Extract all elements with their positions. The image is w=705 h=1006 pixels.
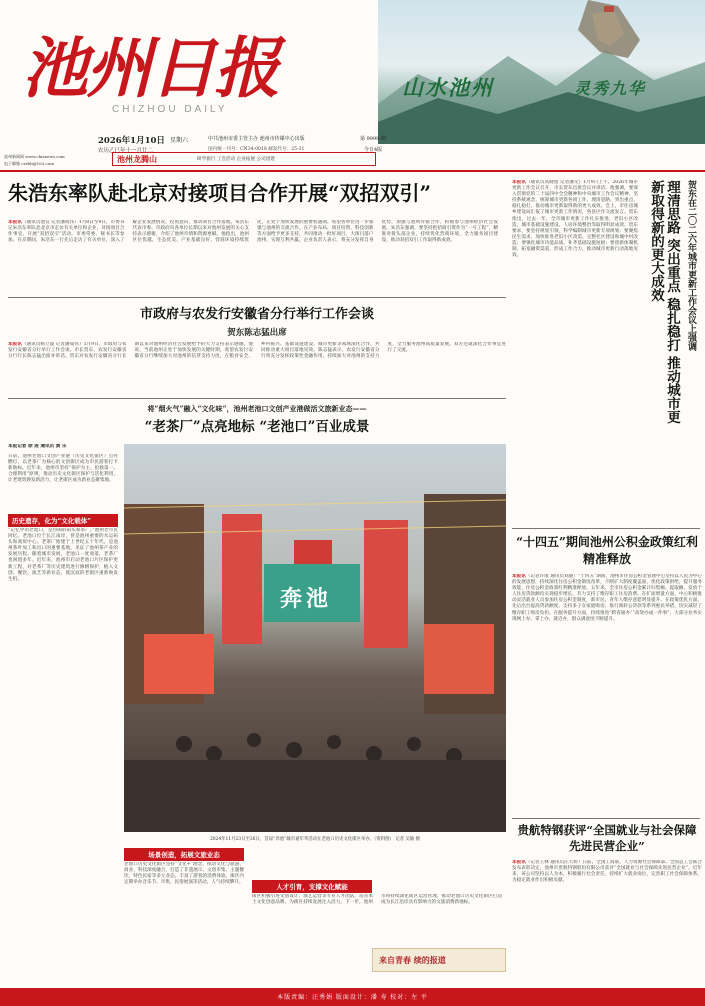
lead-text: （通讯员池宣 记者潘成伟）1月8日至9日，市委书记朱浩东率队赴北京市走访有关单位和企业，对接项目合作事宜，开展“双招双引”活动。市委常委、秘书长等参加。在京期间，朱浩东一行先后走访了有关单位，深入了解企业发展情况、投资意向，推动项目合作落地。朱浩东代表市委、市政府向各单位长期以来对池州发展的关心支持表示感谢，介绍了池州市情和资源禀赋。他指出，池州区位优越、生态优美、产业基础良好、营商环境持续优化，正处于加快发展的重要机遇期。希望各单位进一步加强与池州的交流合作，在产业布局、项目投资、科技创新等方面给予更多支持，共同推动一批好项目、大项目落户池州，实现互利共赢。企业负责人表示，将充分发挥自身优势，加强与池州对接合作，积极参与池州经济社会发展。朱浩东强调，要坚持把招商引资作为“一号工程”，精准对接头部企业，持续优化营商环境，全力服务项目建设，推动双招双引工作取得新成效。	[8, 220, 498, 244]
meeting-subtitle: 贺东陈志猛出席	[227, 328, 287, 338]
feature-byline: 本报记者 徐 进 通讯员 黄 乐	[8, 444, 67, 449]
ad-strip	[112, 152, 376, 166]
masthead	[0, 0, 705, 168]
rule-fund-bottom	[512, 818, 700, 819]
sponsor-line: 中共池州市委主管主办 池州市传媒中心出版	[208, 136, 305, 142]
feature-body-2: 老池口历史文化街区坚持“文化+”理念，推动文化与旅游、商业、科技深度融合，打造了非遗展示、文创市集、主题餐饮、特色民宿等多元业态，丰富了游客的消费体验。街区内定期举办音乐节、市集、民俗展演等活动，人气持续攀升。	[124, 862, 244, 886]
meeting-story	[8, 306, 506, 394]
feature-photo	[124, 444, 506, 832]
feature-photo-caption: 2024年11月23日至26日，首届“奔池”城市嘉年华活动在老池口历史文化街区举办。（资料图） 记者 吴敏 摄	[209, 837, 421, 842]
feature-subhead-3: 人才引育，支撑文化赋能	[252, 880, 372, 893]
lead-byline: 本报讯	[8, 220, 22, 225]
masthead-rule	[0, 170, 705, 172]
meeting-text: （通讯员杨立波 记者潘成伟）1月9日，市政府与农发行安徽省分行举行工作会谈。市长贺东，农发行安徽省分行行长陈志猛出席并讲话。贺东对农发行安徽省分行长期以来对池州经济社会发展给予的大力支持表示感谢。他说，当前池州正处于加快发展的关键时期，希望农发行安徽省分行继续加大对池州的信贷支持力度，在粮食安全、乡村振兴、基础设施建设、城市更新等领域深化合作，共同推动重大项目落地见效。陈志猛表示，农发行安徽省分行将充分发挥政策性金融作用，持续加大对池州的支持力度，全力服务池州高质量发展。双方还就深化合作事宜进行了交流。	[8, 342, 506, 360]
jobs-text: （记者王林 通讯员汪天娇）日前，全国工商联、人力资源社会保障部、全国总工会联合发布表彰决定，池州市贵航特钢股份有限公司获评“全国就业与社会保障先进民营企业”。近年来，该公司坚持以人为本，积极履行社会责任，持续扩大就业岗位，完善职工社会保障体系，为稳定就业作出积极贡献。	[512, 860, 702, 884]
street-scene-illustration	[124, 444, 506, 832]
footer-bar	[0, 988, 705, 1006]
site-info	[4, 154, 94, 167]
meeting-byline: 本报讯	[8, 342, 22, 347]
feature-story	[8, 404, 506, 1004]
feature-kicker: 将“烟火气”融入“文化味”，池州老池口文创产业港做活文旅新业态——	[147, 404, 367, 413]
landscape-banner	[378, 0, 705, 144]
side-headline: 理清思路 突出重点 稳扎稳打 推动城市更新取得新的更大成效	[648, 180, 680, 424]
meeting-body	[8, 342, 506, 394]
fund-headline: “十四五”期间池州公积金政策红利精准释放	[516, 535, 698, 566]
issue-weekday: 星期六	[170, 137, 189, 144]
bottom-ad[interactable]	[372, 948, 506, 972]
side-text: （通讯员高晓旭 记者潘文）1月9日上午，2026年城市更新工作会议召开，市长贺东出席会议并讲话。他强调，要深入贯彻党的二十届四中全会精神和中央城市工作会议精神，坚持系统观念，统筹城市更新各项工作，理清思路、突出重点、稳扎稳打，推动城市更新取得新的更大成效。会上，市住房城乡建设局汇报了城市更新工作情况，各县区作交流发言。贺东指出，过去一年，全市城市更新工作扎实推进，老旧小区改造、城市基础设施建设、人居环境整治等取得明显成效。贺东要求，要坚持规划引领，科学编制城市更新专项规划；要聚焦民生需求，加快推进老旧小区改造、完整社区建设和城中村改造；要强化城市功能品质，补齐基础设施短板；要创新体制机制，拓宽融资渠道，形成工作合力，推动城市更新行动落地见效。	[512, 180, 638, 259]
site-url[interactable]: 池州新闻网 www.chiznews.com	[4, 154, 65, 159]
lead-body	[8, 220, 498, 282]
banner-slogan-a: 山水池州	[402, 75, 494, 100]
issue-number: 第 9999 期	[360, 136, 386, 142]
lunar-date: 农历乙巳年十一月廿二	[98, 148, 154, 154]
fund-text: （记者许康 通讯员刘骏）“十四五”期间，池州市住房公积金管理中心坚持以人民为中心的发展思想，持续深化住房公积金制度改革，不断扩大制度覆盖面，优化政策供给，提升服务效能，住房公积金政策红利精准释放。五年来，全市住房公积金累计归集额、提取额、发放个人住房贷款额均实现稳步增长，有力支持了缴存职工住房消费。在扩面增量方面，中心积极推动灵活就业人员参加住房公积金制度，新市民、青年人缴存意愿明显提升。在政策优化方面，先后出台提高贷款额度、支持多子女家庭购房、推行商转公贷款等系列惠民举措，切实减轻了缴存职工购房负担。在服务提升方面，持续推进“跨省通办”“高效办成一件事”，大部分业务实现网上办、掌上办、就近办，群众满意度不断提升。	[512, 574, 702, 622]
side-byline: 本报讯	[512, 180, 526, 185]
feature-body-3: 街区积极引进文创设计、演艺运营等专业人才团队，培育本土文化创意品牌，为街区持续发展注入活力。下一步，池州市将持续深化街区运营管理，推动老池口历史文化街区打造成为长江沿岸具有影响力的文旅消费新地标。	[252, 894, 502, 906]
newspaper-logo-english: CHIZHOU DAILY	[112, 104, 228, 115]
site-email[interactable]: 电子邮箱 czrbb@163.com	[4, 161, 54, 166]
lead-headline: 朱浩东率队赴北京对接项目合作开展“双招双引”	[8, 181, 432, 205]
jobs-story	[512, 822, 702, 982]
newspaper-logo: 池州日报	[22, 29, 278, 107]
bottom-ad-text: 来自青春 续的报道	[379, 955, 446, 965]
meeting-headline: 市政府与农发行安徽省分行举行工作会谈	[139, 307, 374, 322]
fund-body	[512, 574, 702, 810]
fund-story	[512, 534, 702, 814]
rule-lead-bottom	[8, 297, 506, 298]
issn-line: 国内统一刊号：CN34-0018 邮发代号：25-31	[208, 147, 305, 152]
issue-date: 2026年1月10日	[98, 136, 165, 146]
side-body	[512, 180, 638, 520]
feature-subhead-1: 历史遗存，化为“文化载体”	[8, 514, 118, 527]
feature-headline: “老茶厂”点亮地标 “老池口”百业成景	[144, 419, 370, 435]
ad-strip-text: 研学旅行 工会活动 企业拓展 公司团建	[197, 157, 275, 162]
sign-benchi: 奔池	[280, 586, 333, 612]
pages-count: 今日4版	[364, 147, 383, 153]
fund-byline: 本报讯	[512, 574, 526, 579]
jobs-byline: 本报讯	[512, 860, 526, 865]
feature-subhead-2: 场景创造，拓展文旅业态	[124, 848, 244, 861]
jobs-headline: 贵航特钢获评“全国就业与社会保障先进民营企业”	[517, 823, 697, 853]
feature-body-1: “记忆中的老池口，是热闹的码头和茶厂。”池州老市民回忆。老池口位于长江南岸，曾是池州重要的水运码头和商贸中心。老茶厂始建于上世纪五十年代，是池州茶叶加工和出口的重要基地，见证了池州茶产业的发展历程。随着城市发展，老池口一度衰落，老茶厂也闲置多年。近年来，池州市启动老池口片区保护更新工程，对老茶厂等历史建筑进行修缮保护，植入文创、餐饮、演艺等新业态，使沉寂的老街区重新焕发生机。	[8, 528, 118, 582]
jobs-body	[512, 860, 702, 988]
side-kicker: 贺东在二〇二六年城市更新工作会议上强调	[686, 180, 696, 351]
rule-meeting-bottom	[8, 398, 506, 399]
banner-slogan-b: 灵秀九华	[574, 79, 647, 98]
ad-strip-title: 池州龙腾山	[117, 154, 157, 164]
feature-lead: 日前，池州老池口文创产业港（历史文化街区）点亮燃灯，以老茶厂为核心的文创街区成为市民游客打卡新地标。近年来，池州市坚持“保护为主、抢救第一、合理利用”原则，推动历史文化街区保护与活化利用，让老建筑焕发新活力，让老街区成为新业态聚集地。	[8, 454, 118, 484]
rule-side-bottom	[512, 528, 700, 529]
side-story	[512, 180, 702, 524]
footer-credits: 本版责编：汪秀娟 版面设计：潘 寿 校对：左 平	[277, 995, 428, 1001]
lead-story	[8, 180, 508, 292]
